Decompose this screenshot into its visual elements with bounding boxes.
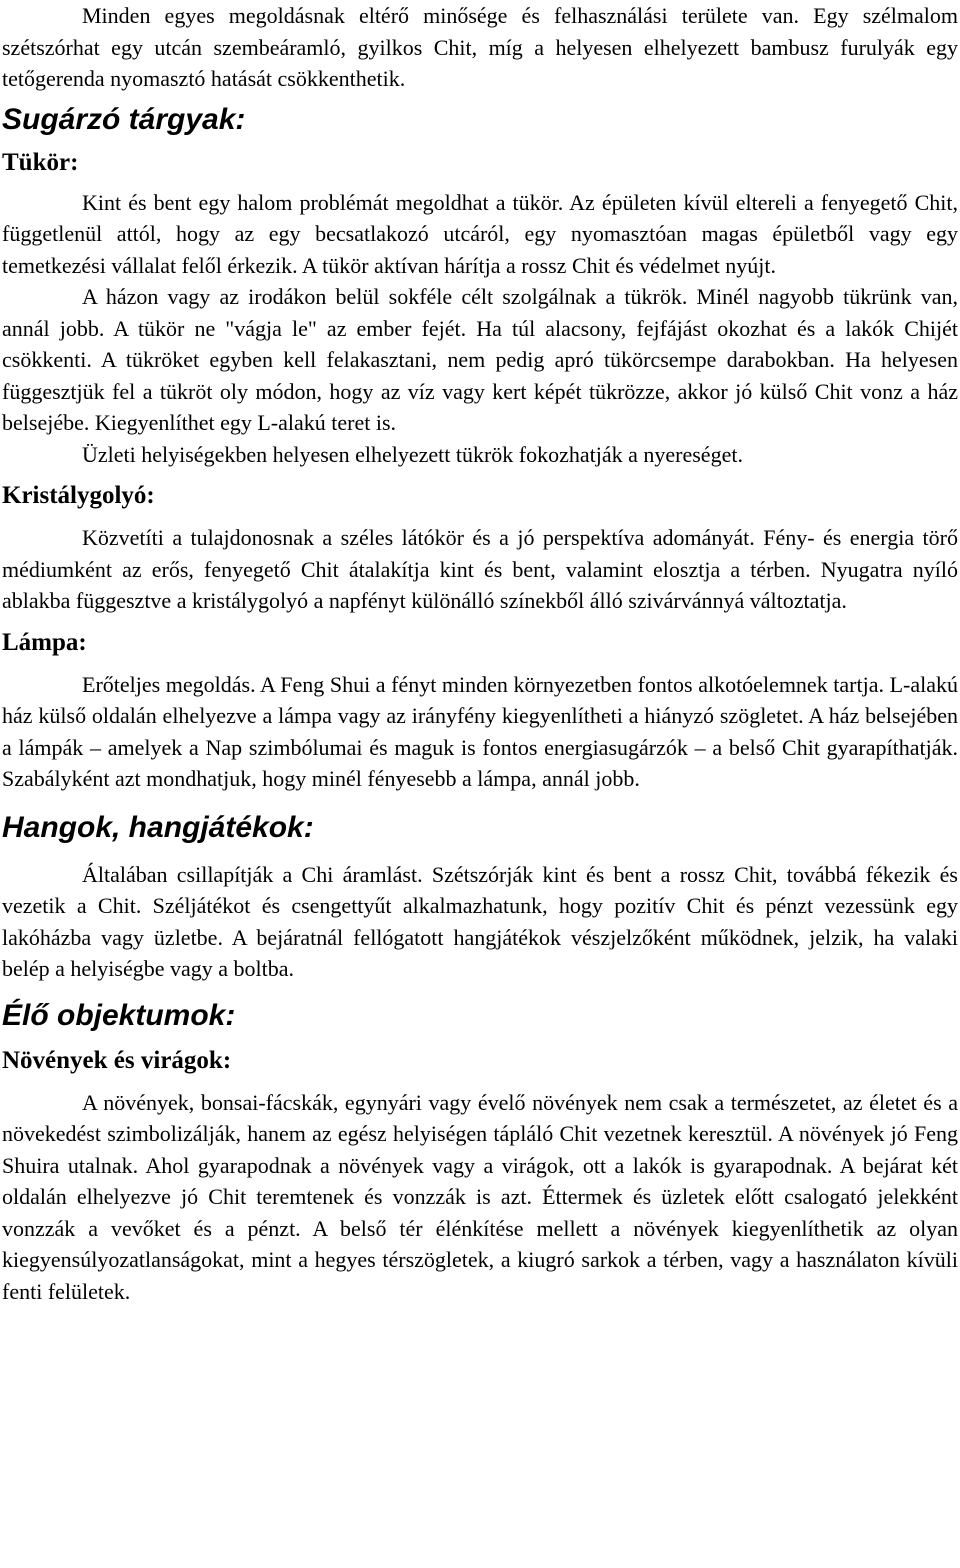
heading-elo-objektumok: Élő objektumok: [2,998,236,1032]
paragraph-tukor-1: Kint és bent egy halom problémát megoldhat a tükör. Az épületen kívül eltereli a fenyegető Chit, függetlenül attól, hogy az egy becsatlakozó utcáról, egy nyomasztóan magas épületből vagy egy temetkezési vállalat felől érkezik. A tükör aktívan hárítja a rossz Chit és védelmet nyújt. [2,189,958,278]
heading-hangok-hangjatekok: Hangok, hangjátékok: [2,810,314,844]
heading-sugarzo-targyak: Sugárzó tárgyak: [2,102,246,136]
paragraph-novenyek: A növények, bonsai-fácskák, egynyári vagy évelő növények nem csak a természetet, az életet és a növekedést szimbolizálják, hanem az egész helyiségen tápláló Chit vezetnek keresztül. A növények jó Feng Shuira utalnak. Ahol gyarapodnak a növények vagy a virágok, ott a lakók is gyarapodnak. A bejárat két oldalán elhelyezve jó Chit teremtenek és vonzzák is azt. Éttermek és üzletek előtt csalogató jelekként vonzzák a vevőket és a pénzt. A belső tér élénkítése mellett a növények kiegyenlíthetik az olyan kiegyensúlyozatlanságokat, mint a hegyes térszögletek, a kiugró sarkok a térben, vagy a használaton kívüli fenti felületek. [2,1089,958,1304]
paragraph-hangok: Általában csillapítják a Chi áramlást. Szétszórják kint és bent a rossz Chit, továbbá fékezik és vezetik a Chit. Széljátékot és csengettyűt alkalmazhatunk, hogy pozitív Chit és pénzt vezessünk egy lakóházba vagy üzletbe. A bejáratnál fellógatott hangjátékok vészjelzőként működnek, jelzik, ha valaki belép a helyiségbe vagy a boltba. [2,861,958,981]
heading-tukor: Tükör: [2,148,79,176]
heading-novenyek-es-viragok: Növények és virágok: [2,1046,232,1074]
paragraph-lampa: Erőteljes megoldás. A Feng Shui a fényt minden környezetben fontos alkotóelemnek tartja. L-alakú ház külső oldalán elhelyezve a lámpa vagy az irányfény kiegyenlítheti a hiányzó szögletet. A ház belsejében a lámpák – amelyek a Nap szimbólumai és maguk is fontos energiasugárzók – a belső Chit gyarapíthatják. Szabályként azt mondhatjuk, hogy minél fényesebb a lámpa, annál jobb. [2,671,958,791]
heading-kristalygolyo: Kristálygolyó: [2,482,155,509]
intro-paragraph: Minden egyes megoldásnak eltérő minősége és felhasználási területe van. Egy szélmalom szétszórhat egy utcán szembeáramló, gyilkos Chit, míg a helyesen elhelyezett bambusz furulyák egy tetőgerenda nyomasztó hatását csökkenthetik. [2,3,958,91]
heading-lampa: Lámpa: [2,628,87,656]
paragraph-tukor-3: Üzleti helyiségekben helyesen elhelyezett tükrök fokozhatják a nyereséget. [82,441,743,467]
paragraph-tukor-2: A házon vagy az irodákon belül sokféle célt szolgálnak a tükrök. Minél nagyobb tükrünk van, annál jobb. A tükör ne "vágja le" az ember fejét. Ha túl alacsony, fejfájást okozhat és a lakók Chijét csökkenti. A tükröket egyben kell felakasztani, nem pedig apró tükörcsempe darabokban. Ha helyesen függesztjük fel a tükröt oly módon, hogy az víz vagy kert képét tükrözze, akkor jó külső Chit vonz a ház belsejébe. Kiegyenlíthet egy L-alakú teret is. [2,284,958,435]
paragraph-kristalygolyo: Közvetíti a tulajdonosnak a széles látókör és a jó perspektíva adományát. Fény- és energia törő médiumként az erős, fenyegető Chit átalakítja kint és bent, valamint elosztja a térben. Nyugatra nyíló ablakba függesztve a kristálygolyó a napfényt különálló színekből álló szivárvánnyá változtatja. [2,525,958,613]
